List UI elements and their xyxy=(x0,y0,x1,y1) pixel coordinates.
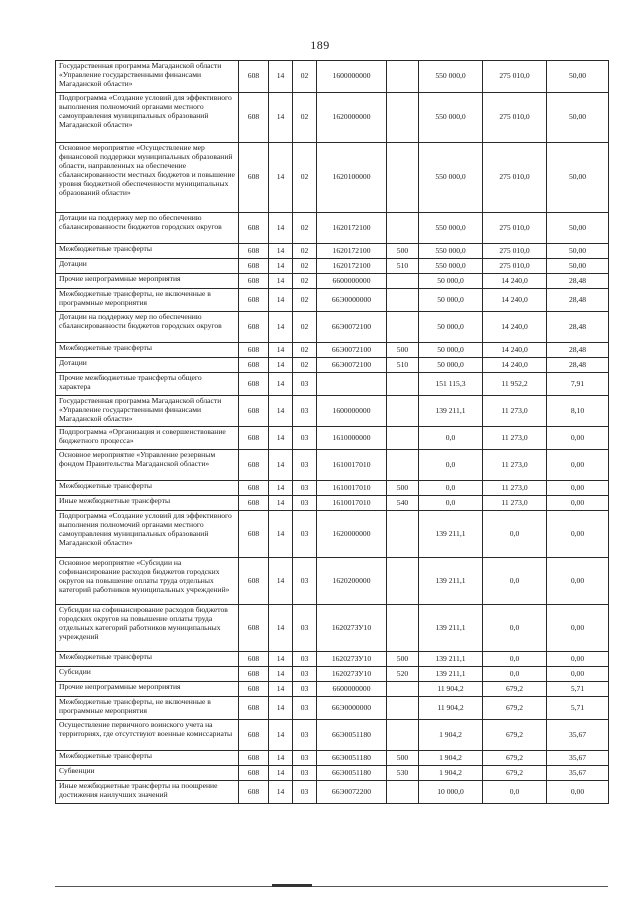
cell-planned: 0,0 xyxy=(419,450,483,481)
cell-target-article: 1600000000 xyxy=(317,396,387,427)
cell-percent: 50,00 xyxy=(547,93,609,143)
cell-section: 14 xyxy=(269,259,293,274)
cell-subsection: 03 xyxy=(293,751,317,766)
table-row xyxy=(56,751,609,766)
cell-expense-type: 540 xyxy=(387,496,419,511)
cell-expense-type xyxy=(387,93,419,143)
cell-target-article: 162027ЗУ10 xyxy=(317,667,387,682)
cell-target-article: 66Э0072100 xyxy=(317,358,387,373)
cell-subsection: 03 xyxy=(293,481,317,496)
cell-target-article: 66Э0000000 xyxy=(317,697,387,720)
cell-percent: 50,00 xyxy=(547,244,609,259)
cell-subsection: 02 xyxy=(293,358,317,373)
cell-section: 14 xyxy=(269,766,293,781)
cell-percent: 0,00 xyxy=(547,450,609,481)
cell-executed: 275 010,0 xyxy=(483,259,547,274)
cell-executed: 11 273,0 xyxy=(483,427,547,450)
cell-percent: 50,00 xyxy=(547,143,609,213)
cell-executed: 679,2 xyxy=(483,751,547,766)
table-row xyxy=(56,358,609,373)
cell-percent: 50,00 xyxy=(547,61,609,93)
cell-target-article: 66Э0072100 xyxy=(317,343,387,358)
cell-executed: 275 010,0 xyxy=(483,61,547,93)
cell-expense-type: 500 xyxy=(387,652,419,667)
cell-name: Основное мероприятие «Осуществление мер финансовой поддержки муниципальных образований области, направленных на обеспечение сбалансированности местных бюджетов и повышение уровня бюджетной обеспеченности муниципальных образований области» xyxy=(56,143,239,213)
cell-target-article: 6600000000 xyxy=(317,274,387,289)
cell-section: 14 xyxy=(269,697,293,720)
cell-planned: 550 000,0 xyxy=(419,93,483,143)
cell-section: 14 xyxy=(269,312,293,343)
cell-planned: 550 000,0 xyxy=(419,143,483,213)
cell-ministry-code: 608 xyxy=(239,274,269,289)
cell-percent: 0,00 xyxy=(547,667,609,682)
cell-expense-type xyxy=(387,558,419,605)
cell-target-article: 66Э0051180 xyxy=(317,766,387,781)
cell-percent: 0,00 xyxy=(547,511,609,558)
cell-name: Межбюджетные трансферты, не включенные в программные мероприятия xyxy=(56,289,239,312)
cell-subsection: 02 xyxy=(293,289,317,312)
cell-subsection: 03 xyxy=(293,720,317,751)
table-row xyxy=(56,667,609,682)
cell-ministry-code: 608 xyxy=(239,751,269,766)
cell-name: Подпрограмма «Организация и совершенствование бюджетного процесса» xyxy=(56,427,239,450)
cell-percent: 50,00 xyxy=(547,259,609,274)
cell-planned: 50 000,0 xyxy=(419,312,483,343)
cell-executed: 11 273,0 xyxy=(483,396,547,427)
cell-expense-type xyxy=(387,511,419,558)
cell-section: 14 xyxy=(269,682,293,697)
cell-percent: 0,00 xyxy=(547,652,609,667)
cell-ministry-code: 608 xyxy=(239,312,269,343)
cell-ministry-code: 608 xyxy=(239,682,269,697)
cell-target-article: 1610017010 xyxy=(317,496,387,511)
table-row xyxy=(56,213,609,244)
cell-ministry-code: 608 xyxy=(239,766,269,781)
cell-section: 14 xyxy=(269,244,293,259)
cell-section: 14 xyxy=(269,558,293,605)
cell-ministry-code: 608 xyxy=(239,93,269,143)
cell-target-article: 1620172100 xyxy=(317,244,387,259)
cell-name: Подпрограмма «Создание условий для эффективного выполнения полномочий органами местного самоуправления муниципальных образований Магаданской области» xyxy=(56,93,239,143)
table-row xyxy=(56,450,609,481)
table-row xyxy=(56,511,609,558)
cell-planned: 550 000,0 xyxy=(419,259,483,274)
cell-planned: 1 904,2 xyxy=(419,766,483,781)
cell-expense-type: 500 xyxy=(387,244,419,259)
cell-name: Дотации на поддержку мер по обеспечению сбалансированности бюджетов городских округов xyxy=(56,312,239,343)
cell-planned: 50 000,0 xyxy=(419,274,483,289)
cell-planned: 1 904,2 xyxy=(419,751,483,766)
cell-section: 14 xyxy=(269,343,293,358)
cell-name: Межбюджетные трансферты xyxy=(56,751,239,766)
cell-executed: 275 010,0 xyxy=(483,93,547,143)
cell-expense-type xyxy=(387,61,419,93)
cell-expense-type: 500 xyxy=(387,481,419,496)
table-row xyxy=(56,652,609,667)
footer-mark xyxy=(272,884,312,887)
cell-executed: 679,2 xyxy=(483,766,547,781)
cell-percent: 5,71 xyxy=(547,697,609,720)
cell-target-article: 66Э0000000 xyxy=(317,289,387,312)
cell-planned: 139 211,1 xyxy=(419,652,483,667)
cell-planned: 50 000,0 xyxy=(419,343,483,358)
cell-expense-type xyxy=(387,274,419,289)
cell-planned: 550 000,0 xyxy=(419,244,483,259)
cell-percent: 28,48 xyxy=(547,274,609,289)
cell-target-article: 1620100000 xyxy=(317,143,387,213)
cell-planned: 0,0 xyxy=(419,427,483,450)
cell-executed: 11 273,0 xyxy=(483,450,547,481)
cell-subsection: 03 xyxy=(293,450,317,481)
table-row xyxy=(56,289,609,312)
cell-ministry-code: 608 xyxy=(239,697,269,720)
cell-ministry-code: 608 xyxy=(239,720,269,751)
cell-percent: 7,91 xyxy=(547,373,609,396)
table-row xyxy=(56,481,609,496)
cell-subsection: 03 xyxy=(293,496,317,511)
budget-table xyxy=(55,60,609,804)
cell-subsection: 03 xyxy=(293,427,317,450)
cell-subsection: 02 xyxy=(293,259,317,274)
cell-subsection: 03 xyxy=(293,373,317,396)
cell-name: Межбюджетные трансферты xyxy=(56,343,239,358)
footer-line xyxy=(55,886,608,887)
cell-expense-type xyxy=(387,450,419,481)
cell-name: Субсидии на софинансирование расходов бюджетов городских округов на повышение оплаты труда отдельных категорий работников муниципальных учреждений xyxy=(56,605,239,652)
cell-section: 14 xyxy=(269,781,293,804)
cell-target-article: 1620000000 xyxy=(317,93,387,143)
cell-percent: 50,00 xyxy=(547,213,609,244)
cell-percent: 28,48 xyxy=(547,358,609,373)
cell-target-article: 66Э0072100 xyxy=(317,312,387,343)
cell-target-article: 1600000000 xyxy=(317,61,387,93)
cell-name: Государственная программа Магаданской области «Управление государственными финансами Магаданской области» xyxy=(56,61,239,93)
cell-expense-type: 500 xyxy=(387,343,419,358)
cell-subsection: 02 xyxy=(293,61,317,93)
table-row xyxy=(56,93,609,143)
cell-ministry-code: 608 xyxy=(239,667,269,682)
cell-percent: 28,48 xyxy=(547,312,609,343)
cell-subsection: 02 xyxy=(293,93,317,143)
cell-planned: 10 000,0 xyxy=(419,781,483,804)
cell-planned: 139 211,1 xyxy=(419,558,483,605)
cell-ministry-code: 608 xyxy=(239,427,269,450)
cell-ministry-code: 608 xyxy=(239,396,269,427)
cell-subsection: 03 xyxy=(293,781,317,804)
cell-executed: 679,2 xyxy=(483,720,547,751)
cell-subsection: 02 xyxy=(293,274,317,289)
cell-planned: 11 904,2 xyxy=(419,697,483,720)
table-row xyxy=(56,274,609,289)
page-number: 189 xyxy=(310,38,330,52)
table-row xyxy=(56,720,609,751)
cell-target-article: 162027ЗУ10 xyxy=(317,605,387,652)
cell-name: Дотации на поддержку мер по обеспечению сбалансированности бюджетов городских округов xyxy=(56,213,239,244)
cell-percent: 8,10 xyxy=(547,396,609,427)
cell-expense-type: 510 xyxy=(387,358,419,373)
cell-subsection: 02 xyxy=(293,244,317,259)
cell-section: 14 xyxy=(269,720,293,751)
cell-name: Иные межбюджетные трансферты xyxy=(56,496,239,511)
cell-ministry-code: 608 xyxy=(239,143,269,213)
table-row xyxy=(56,396,609,427)
cell-executed: 14 240,0 xyxy=(483,289,547,312)
cell-name: Государственная программа Магаданской области «Управление государственными финансами Магаданской области» xyxy=(56,396,239,427)
cell-executed: 0,0 xyxy=(483,605,547,652)
cell-section: 14 xyxy=(269,61,293,93)
cell-ministry-code: 608 xyxy=(239,213,269,244)
cell-ministry-code: 608 xyxy=(239,605,269,652)
cell-expense-type: 530 xyxy=(387,766,419,781)
cell-expense-type xyxy=(387,682,419,697)
cell-subsection: 03 xyxy=(293,652,317,667)
cell-name: Иные межбюджетные трансферты на поощрение достижения наилучших значений xyxy=(56,781,239,804)
cell-name: Дотации xyxy=(56,358,239,373)
cell-ministry-code: 608 xyxy=(239,259,269,274)
cell-planned: 550 000,0 xyxy=(419,61,483,93)
cell-target-article: 162027ЗУ10 xyxy=(317,652,387,667)
cell-subsection: 03 xyxy=(293,511,317,558)
cell-target-article: 6600000000 xyxy=(317,682,387,697)
cell-name: Прочие межбюджетные трансферты общего характера xyxy=(56,373,239,396)
table-row xyxy=(56,682,609,697)
cell-planned: 50 000,0 xyxy=(419,289,483,312)
cell-section: 14 xyxy=(269,605,293,652)
cell-planned: 139 211,1 xyxy=(419,605,483,652)
cell-name: Субсидии xyxy=(56,667,239,682)
table-row xyxy=(56,259,609,274)
cell-expense-type xyxy=(387,312,419,343)
table-row xyxy=(56,373,609,396)
cell-expense-type xyxy=(387,427,419,450)
cell-section: 14 xyxy=(269,652,293,667)
cell-executed: 0,0 xyxy=(483,781,547,804)
table-row xyxy=(56,605,609,652)
cell-subsection: 03 xyxy=(293,682,317,697)
cell-percent: 0,00 xyxy=(547,781,609,804)
cell-executed: 0,0 xyxy=(483,558,547,605)
table-row xyxy=(56,496,609,511)
table-row xyxy=(56,343,609,358)
table-row xyxy=(56,427,609,450)
cell-target-article xyxy=(317,373,387,396)
cell-expense-type xyxy=(387,396,419,427)
cell-section: 14 xyxy=(269,481,293,496)
cell-expense-type xyxy=(387,213,419,244)
cell-ministry-code: 608 xyxy=(239,511,269,558)
cell-executed: 275 010,0 xyxy=(483,213,547,244)
cell-percent: 35,67 xyxy=(547,751,609,766)
table-row xyxy=(56,312,609,343)
cell-target-article: 1610017010 xyxy=(317,450,387,481)
cell-executed: 275 010,0 xyxy=(483,244,547,259)
cell-percent: 5,71 xyxy=(547,682,609,697)
cell-percent: 0,00 xyxy=(547,481,609,496)
cell-expense-type xyxy=(387,373,419,396)
cell-planned: 11 904,2 xyxy=(419,682,483,697)
cell-subsection: 03 xyxy=(293,605,317,652)
cell-ministry-code: 608 xyxy=(239,343,269,358)
cell-expense-type xyxy=(387,289,419,312)
cell-name: Субвенции xyxy=(56,766,239,781)
cell-executed: 11 273,0 xyxy=(483,481,547,496)
cell-target-article: 1610017010 xyxy=(317,481,387,496)
cell-percent: 28,48 xyxy=(547,289,609,312)
cell-section: 14 xyxy=(269,496,293,511)
table-row xyxy=(56,781,609,804)
cell-section: 14 xyxy=(269,751,293,766)
cell-subsection: 03 xyxy=(293,396,317,427)
cell-percent: 0,00 xyxy=(547,427,609,450)
cell-ministry-code: 608 xyxy=(239,781,269,804)
cell-ministry-code: 608 xyxy=(239,358,269,373)
cell-section: 14 xyxy=(269,93,293,143)
cell-ministry-code: 608 xyxy=(239,61,269,93)
cell-name: Межбюджетные трансферты xyxy=(56,244,239,259)
cell-section: 14 xyxy=(269,450,293,481)
cell-planned: 550 000,0 xyxy=(419,213,483,244)
cell-expense-type xyxy=(387,720,419,751)
cell-executed: 679,2 xyxy=(483,697,547,720)
cell-ministry-code: 608 xyxy=(239,558,269,605)
cell-target-article: 66Э0072200 xyxy=(317,781,387,804)
cell-name: Осуществление первичного воинского учета на территориях, где отсутствуют военные комиссариаты xyxy=(56,720,239,751)
cell-target-article: 1620172100 xyxy=(317,259,387,274)
cell-expense-type: 500 xyxy=(387,751,419,766)
table-row xyxy=(56,143,609,213)
cell-section: 14 xyxy=(269,143,293,213)
cell-target-article: 1620172100 xyxy=(317,213,387,244)
cell-subsection: 03 xyxy=(293,766,317,781)
cell-target-article: 66Э0051180 xyxy=(317,751,387,766)
cell-expense-type xyxy=(387,605,419,652)
cell-planned: 151 115,3 xyxy=(419,373,483,396)
table-row xyxy=(56,244,609,259)
cell-percent: 0,00 xyxy=(547,496,609,511)
cell-target-article: 1620000000 xyxy=(317,511,387,558)
cell-executed: 14 240,0 xyxy=(483,274,547,289)
cell-expense-type: 520 xyxy=(387,667,419,682)
cell-section: 14 xyxy=(269,396,293,427)
cell-ministry-code: 608 xyxy=(239,289,269,312)
cell-executed: 0,0 xyxy=(483,667,547,682)
cell-target-article: 1620200000 xyxy=(317,558,387,605)
cell-name: Межбюджетные трансферты xyxy=(56,481,239,496)
cell-executed: 0,0 xyxy=(483,652,547,667)
cell-planned: 0,0 xyxy=(419,496,483,511)
cell-executed: 11 952,2 xyxy=(483,373,547,396)
cell-executed: 14 240,0 xyxy=(483,358,547,373)
cell-subsection: 03 xyxy=(293,697,317,720)
cell-section: 14 xyxy=(269,213,293,244)
cell-subsection: 02 xyxy=(293,312,317,343)
cell-section: 14 xyxy=(269,274,293,289)
cell-ministry-code: 608 xyxy=(239,450,269,481)
cell-ministry-code: 608 xyxy=(239,481,269,496)
cell-planned: 50 000,0 xyxy=(419,358,483,373)
cell-section: 14 xyxy=(269,358,293,373)
cell-ministry-code: 608 xyxy=(239,652,269,667)
cell-section: 14 xyxy=(269,373,293,396)
cell-expense-type xyxy=(387,697,419,720)
cell-planned: 0,0 xyxy=(419,481,483,496)
cell-percent: 0,00 xyxy=(547,558,609,605)
cell-ministry-code: 608 xyxy=(239,496,269,511)
cell-target-article: 1610000000 xyxy=(317,427,387,450)
table-row xyxy=(56,558,609,605)
cell-section: 14 xyxy=(269,289,293,312)
cell-name: Подпрограмма «Создание условий для эффективного выполнения полномочий органами местного самоуправления муниципальных образований Магаданской области» xyxy=(56,511,239,558)
cell-executed: 275 010,0 xyxy=(483,143,547,213)
cell-name: Основное мероприятие «Субсидии на софинансирование расходов бюджетов городских округов на повышение оплаты труда отдельных категорий работников муниципальных учреждений» xyxy=(56,558,239,605)
cell-name: Прочие непрограммные мероприятия xyxy=(56,274,239,289)
cell-executed: 679,2 xyxy=(483,682,547,697)
cell-subsection: 03 xyxy=(293,667,317,682)
cell-planned: 139 211,1 xyxy=(419,667,483,682)
cell-percent: 0,00 xyxy=(547,605,609,652)
table-row xyxy=(56,61,609,93)
cell-expense-type xyxy=(387,781,419,804)
cell-expense-type: 510 xyxy=(387,259,419,274)
cell-name: Межбюджетные трансферты xyxy=(56,652,239,667)
cell-subsection: 02 xyxy=(293,143,317,213)
cell-subsection: 03 xyxy=(293,558,317,605)
cell-planned: 139 211,1 xyxy=(419,396,483,427)
cell-name: Основное мероприятие «Управление резервным фондом Правительства Магаданской области» xyxy=(56,450,239,481)
cell-subsection: 02 xyxy=(293,213,317,244)
cell-expense-type xyxy=(387,143,419,213)
cell-executed: 14 240,0 xyxy=(483,343,547,358)
cell-section: 14 xyxy=(269,427,293,450)
cell-percent: 35,67 xyxy=(547,766,609,781)
cell-name: Прочие непрограммные мероприятия xyxy=(56,682,239,697)
cell-name: Межбюджетные трансферты, не включенные в программные мероприятия xyxy=(56,697,239,720)
cell-executed: 0,0 xyxy=(483,511,547,558)
cell-planned: 1 904,2 xyxy=(419,720,483,751)
cell-percent: 35,67 xyxy=(547,720,609,751)
cell-ministry-code: 608 xyxy=(239,373,269,396)
cell-executed: 11 273,0 xyxy=(483,496,547,511)
cell-executed: 14 240,0 xyxy=(483,312,547,343)
cell-percent: 28,48 xyxy=(547,343,609,358)
cell-target-article: 66Э0051180 xyxy=(317,720,387,751)
cell-name: Дотации xyxy=(56,259,239,274)
table-row xyxy=(56,697,609,720)
cell-ministry-code: 608 xyxy=(239,244,269,259)
cell-planned: 139 211,1 xyxy=(419,511,483,558)
table-row xyxy=(56,766,609,781)
cell-subsection: 02 xyxy=(293,343,317,358)
cell-section: 14 xyxy=(269,667,293,682)
cell-section: 14 xyxy=(269,511,293,558)
